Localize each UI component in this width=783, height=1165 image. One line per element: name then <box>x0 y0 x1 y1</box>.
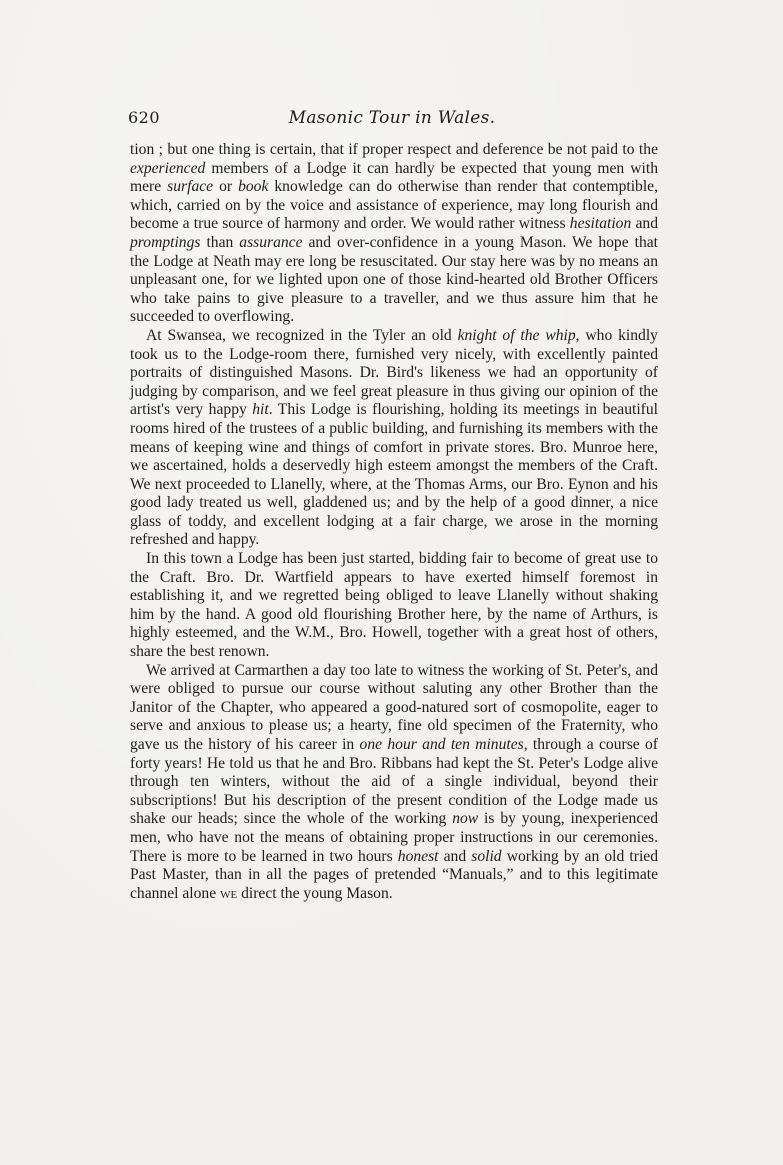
text-run: knowledge can do otherwise than render that contemptible, which, carried on by the voice and assistance of experience, may long flourish and become a true source of harmony and order. We would rather witness <box>130 178 658 233</box>
italic-text: assurance <box>239 233 303 251</box>
paragraph <box>130 141 658 327</box>
page-number: 620 <box>128 108 161 127</box>
text-run: members of a Lodge it can hardly be expected that young men with mere <box>130 159 658 196</box>
running-title: Masonic Tour in Wales. <box>288 108 496 128</box>
small-caps-text: we <box>220 884 238 902</box>
italic-text: knight of the whip <box>457 326 576 344</box>
paragraph <box>130 327 658 550</box>
paragraph <box>130 662 658 904</box>
text-run: We arrived at Carmarthen a day too late to witness the working of St. Peter's, and were obliged to pursue our course without saluting any other Brother than the Janitor of the Chapter, who appeared a good-natured sort of cosmopolite, eager to serve and anxious to please us; a hearty, fine old specimen of the Fraternity, who gave us the history of his career in <box>130 661 658 753</box>
italic-text: now <box>452 810 479 828</box>
text-run: At Swansea, we recognized in the Tyler an old <box>146 326 458 344</box>
text-run: than <box>200 233 240 251</box>
italic-text: hesitation <box>569 215 632 233</box>
italic-text: experienced <box>130 159 206 177</box>
text-run: and <box>438 847 472 865</box>
text-run: In this town a Lodge has been just started, bidding fair to become of great use to the Craft. Bro. Dr. Wartfield appears to have exerted himself foremost in establishing it, and we regretted being obliged to leave Llanelly without shaking him by the hand. A good old flourishing Brother here, by the name of Arthurs, is highly esteemed, and the W.M., Bro. Howell, together with a great host of others, share the best renown. <box>130 550 658 661</box>
text-run: . This Lodge is flourishing, holding its meetings in beautiful rooms hired of the trustees of a public building, and furnishing its members with the means of keeping wine and things of comfort in private stores. Bro. Munroe here, we ascertained, holds a deservedly high esteem amongst the members of the Craft. We next proceeded to Llanelly, where, at the Thomas Arms, our Bro. Eynon and his good lady treated us well, gladdened us; and by the help of a good dinner, a nice glass of toddy, and excellent lodging at a fair charge, we arose in the morning refreshed and happy. <box>130 401 658 549</box>
italic-text: honest <box>397 847 439 865</box>
article-body <box>130 141 658 903</box>
text-run: , who kindly took us to the Lodge-room there, furnished very nicely, with excellently painted portraits of distinguished Masons. Dr. Bird's likeness we had an opportunity of judging by comparison, and we feel great pleasure in thus giving our opinion of the artist's very happy <box>130 326 658 419</box>
text-run: and over-confidence in a young Mason. We hope that the Lodge at Neath may ere long be resuscitated. Our stay here was by no means an unpleasant one, for we lighted upon one of those kind-hearted old Brother Officers who take pains to give pleasure to a traveller, and we thus assure him that he succeeded to overflowing. <box>130 233 658 326</box>
paragraph <box>130 550 658 662</box>
italic-text: surface <box>167 178 214 196</box>
italic-text: solid <box>471 847 502 865</box>
italic-text: promptings <box>130 233 201 251</box>
bottom-margin <box>130 1080 658 1081</box>
text-run: tion ; but one thing is certain, that if proper respect and deference be not paid to the <box>130 141 658 158</box>
page-header <box>128 108 656 134</box>
text-run: working by an old tried Past Master, than in all the pages of pretended “Manuals,” and to this legitimate channel alone <box>130 847 659 902</box>
text-run: or <box>213 178 239 196</box>
text-run: and <box>631 215 658 233</box>
text-run: , through a course of forty years! He told us that he and Bro. Ribbans had kept the St. Peter's Lodge alive through ten winters, without the aid of a single individual, beyond their subscriptions! But his description of the present condition of the Lodge made us shake our heads; since the whole of the working <box>130 736 658 828</box>
text-run: direct the young Mason. <box>237 884 393 902</box>
text-run: is by young, inexperienced men, who have not the means of obtaining proper instructions in our ceremonies. There is more to be learned in two hours <box>130 810 658 865</box>
italic-text: hit <box>252 401 269 419</box>
italic-text: book <box>238 178 269 196</box>
italic-text: one hour and ten minutes <box>359 736 524 753</box>
